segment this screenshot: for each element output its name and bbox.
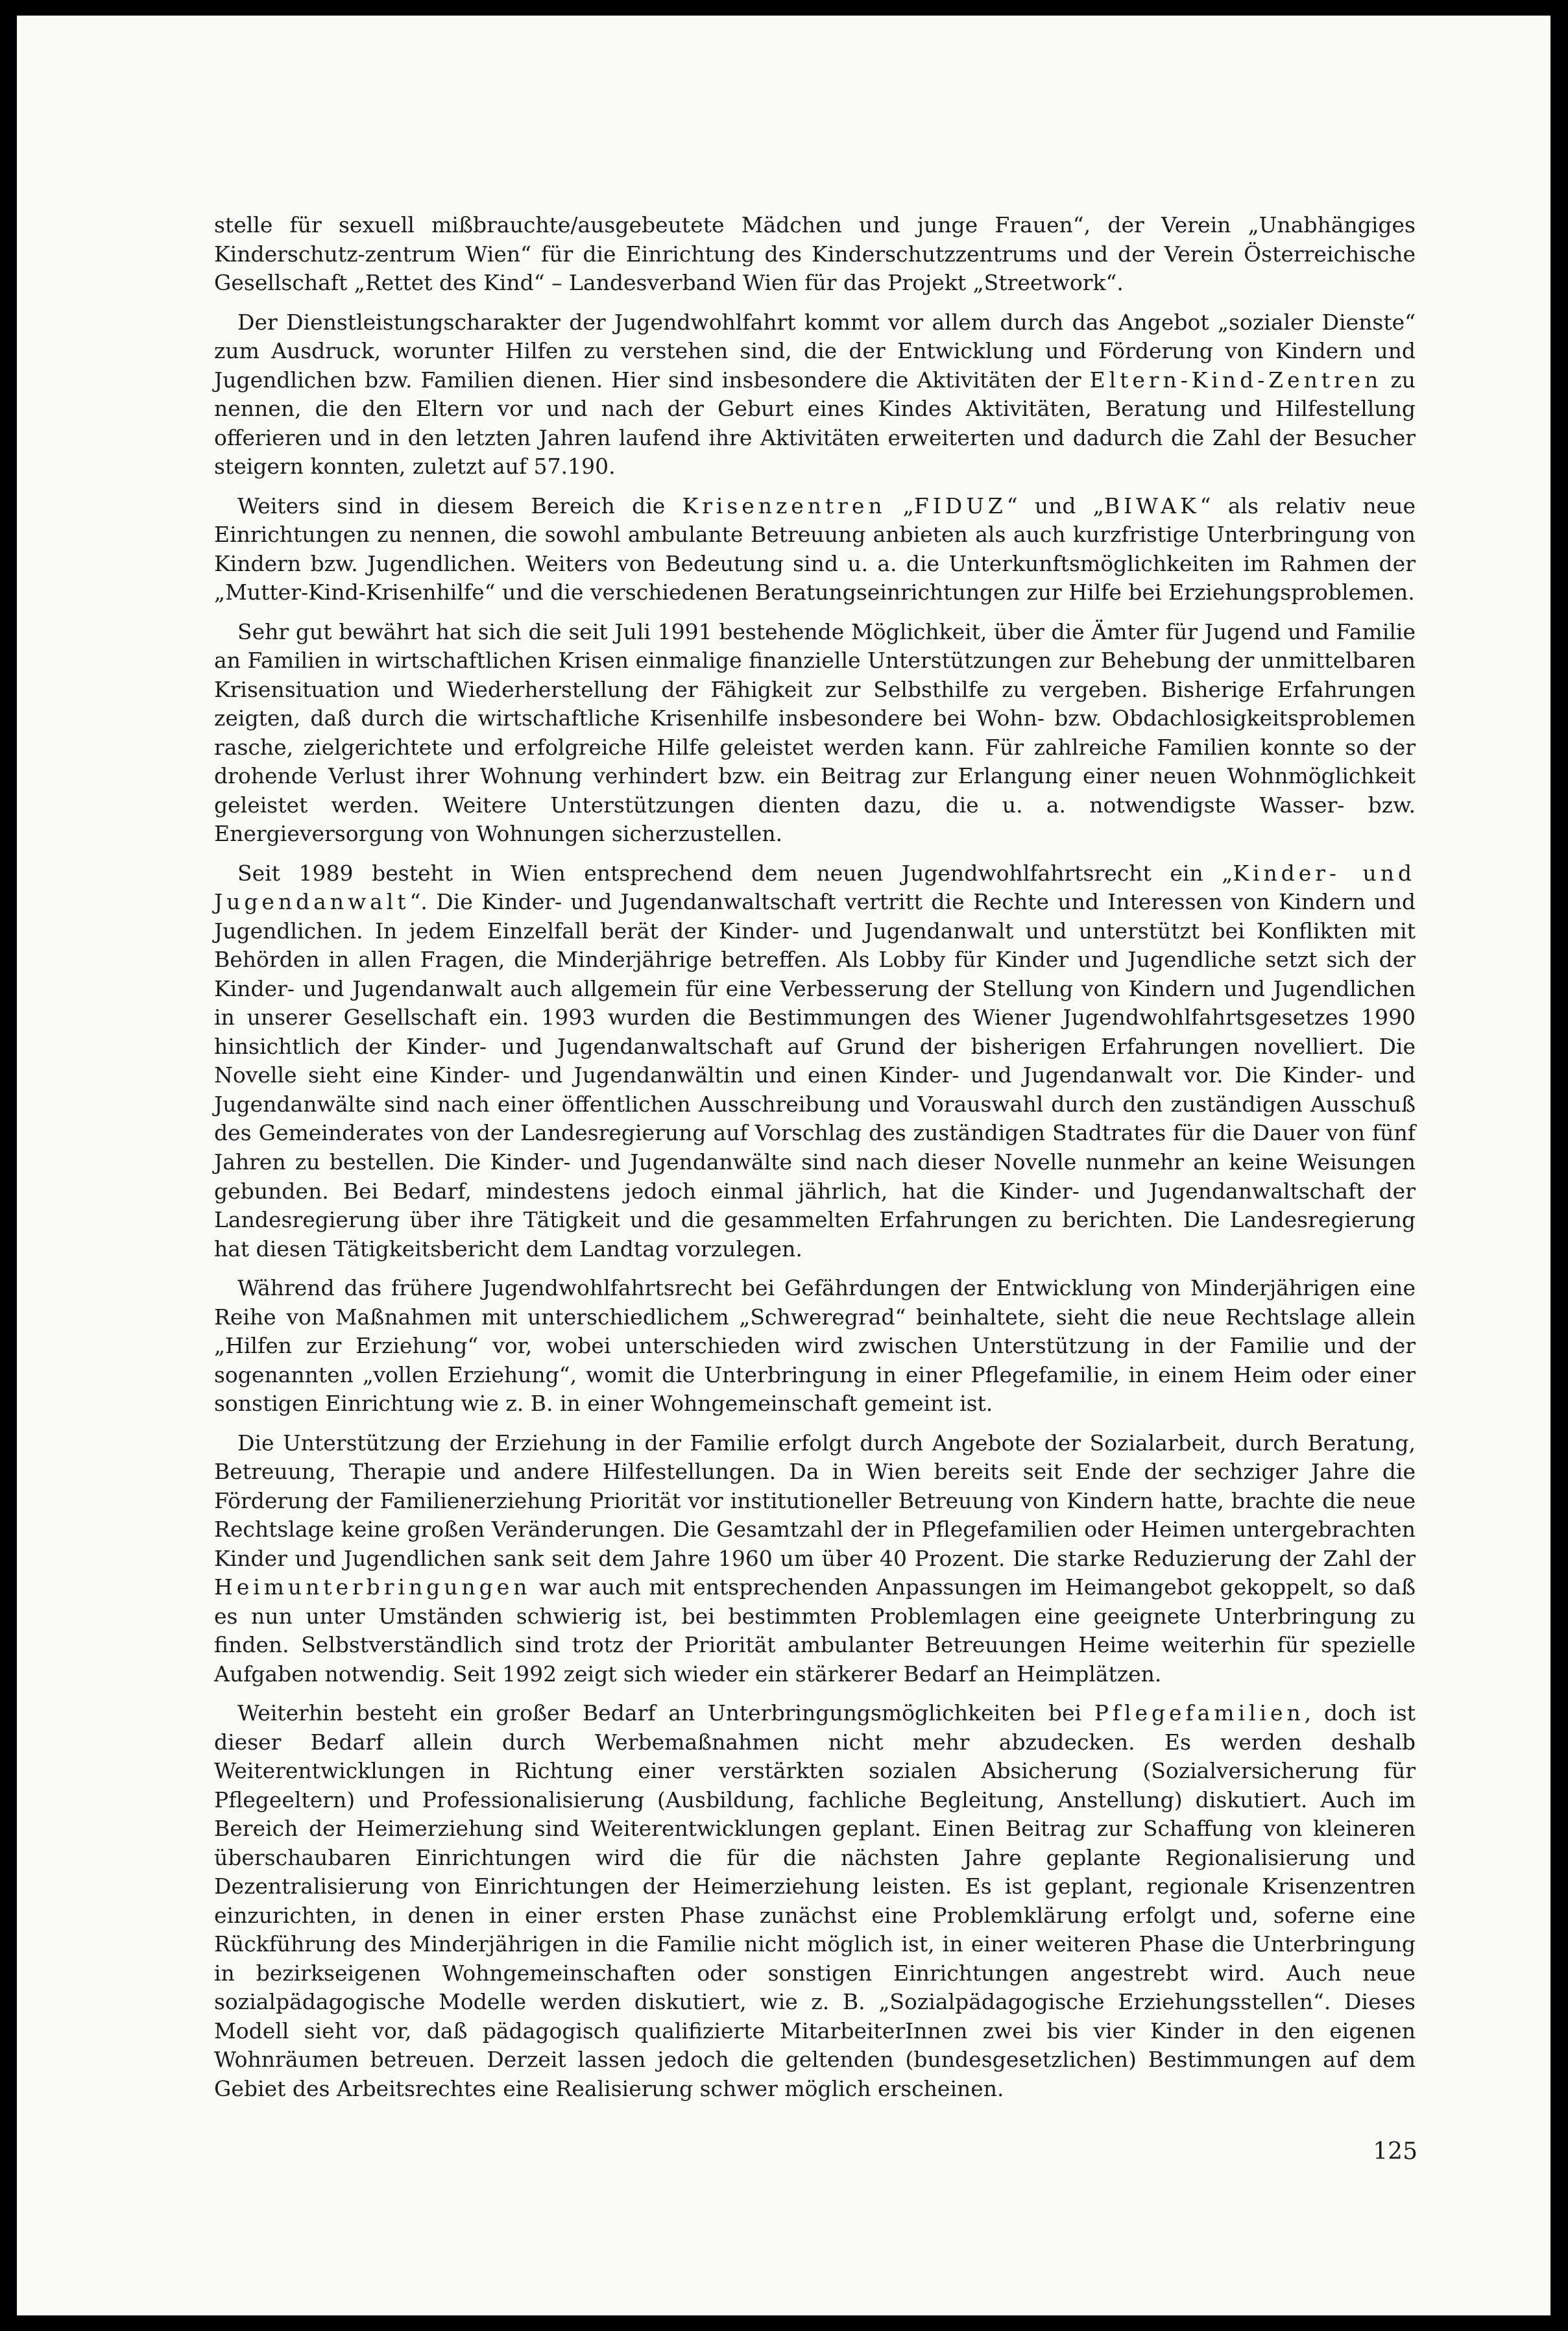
text-segment: “ als relativ neue Einrichtungen zu nennen, die sowohl ambulante Betreuung anbieten als auch kurzfristige Unterbringung von Kindern bzw. Jugendlichen. Weiters von Bedeutung sind u. a. die Unterkunftsmöglichkeiten im Rahmen der „Mutter-Kind-Krisenhilfe“ und die verschiedenen Beratungseinrichtungen zur Hilfe bei Erziehungsproblemen. bbox=[214, 493, 1416, 605]
paragraph bbox=[214, 1429, 1416, 1689]
spaced-term: FIDUZ bbox=[913, 493, 1007, 519]
spaced-term: Kinder- und Jugendanwalt bbox=[214, 860, 1416, 915]
paragraph bbox=[214, 211, 1416, 298]
spaced-term: Eltern-Kind-Zentren bbox=[1089, 367, 1382, 393]
page-number: 125 bbox=[1373, 2138, 1417, 2165]
text-segment: Während das frühere Jugendwohlfahrtsrecht bei Gefährdungen der Entwicklung von Minderjährigen eine Reihe von Maßnahmen mit unterschiedlichem „Schweregrad“ beinhaltete, sieht die neue Rechtslage allein „Hilfen zur Erziehung“ vor, wobei unterschieden wird zwischen Unterstützung in der Familie und der sogenannten „vollen Erziehung“, womit die Unterbringung in einer Pflegefamilie, in einem Heim oder einer sonstigen Einrichtung wie z. B. in einer Wohngemeinschaft gemeint ist. bbox=[214, 1275, 1416, 1417]
spaced-term: Heimunterbringungen bbox=[214, 1574, 531, 1600]
text-segment: Der Dienstleistungscharakter der Jugendwohlfahrt kommt vor allem durch das Angebot „sozialer Dienste“ zum Ausdruck, worunter Hilfen zu verstehen sind, die der Entwicklung und Förderung von Kindern und Jugendlichen bzw. Familien dienen. Hier sind insbesondere die Aktivitäten der bbox=[214, 309, 1416, 393]
text-segment: „ bbox=[886, 493, 914, 519]
paragraph bbox=[214, 308, 1416, 482]
spaced-term: BIWAK bbox=[1104, 493, 1200, 519]
text-segment: Die Unterstützung der Erziehung in der Familie erfolgt durch Angebote der Sozialarbeit, durch Beratung, Betreuung, Therapie und andere Hilfestellungen. Da in Wien bereits seit Ende der sechziger Jahre die Förderung der Familienerziehung Priorität vor institutioneller Betreuung von Kindern hatte, brachte die neue Rechtslage keine großen Veränderungen. Die Gesamtzahl der in Pflegefamilien oder Heimen untergebrachten Kinder und Jugendlichen sank seit dem Jahre 1960 um über 40 Prozent. Die starke Reduzierung der Zahl der bbox=[214, 1430, 1416, 1571]
body-text bbox=[214, 211, 1416, 2114]
document-page bbox=[17, 16, 1550, 2315]
paragraph bbox=[214, 1699, 1416, 2103]
paragraph bbox=[214, 492, 1416, 607]
text-segment: Seit 1989 besteht in Wien entsprechend dem neuen Jugendwohlfahrtsrecht ein „ bbox=[237, 860, 1233, 886]
spaced-term: Pflegefamilien bbox=[1094, 1700, 1305, 1726]
spaced-term: Krisenzentren bbox=[682, 493, 886, 519]
text-segment: Weiterhin besteht ein großer Bedarf an Unterbringungsmöglichkeiten bei bbox=[237, 1700, 1094, 1726]
paragraph bbox=[214, 859, 1416, 1263]
paragraph bbox=[214, 1274, 1416, 1419]
text-segment: , doch ist dieser Bedarf allein durch Werbemaßnahmen nicht mehr abzudecken. Es werden deshalb Weiterentwicklungen in Richtung einer verstärkten sozialen Absicherung (Sozialversicherung für Pflegeeltern) und Professionalisierung (Ausbildung, fachliche Begleitung, Anstellung) diskutiert. Auch im Bereich der Heimerziehung sind Weiterentwicklungen geplant. Einen Beitrag zur Schaffung von kleineren überschaubaren Einrichtungen wird die für die nächsten Jahre geplante Regionalisierung und Dezentralisierung von Einrichtungen der Heimerziehung leisten. Es ist geplant, regionale Krisenzentren einzurichten, in denen in einer ersten Phase zunächst eine Problemklärung erfolgt und, soferne eine Rückführung des Minderjährigen in die Familie nicht möglich ist, in einer weiteren Phase die Unterbringung in bezirkseigenen Wohngemeinschaften oder sonstigen Einrichtungen angestrebt wird. Auch neue sozialpädagogische Modelle werden diskutiert, wie z. B. „Sozialpädagogische Erziehungsstellen“. Dieses Modell sieht vor, daß pädagogisch qualifizierte MitarbeiterInnen zwei bis vier Kinder in den eigenen Wohnräumen betreuen. Derzeit lassen jedoch die geltenden (bundesgesetzlichen) Bestimmungen auf dem Gebiet des Arbeitsrechtes eine Realisierung schwer möglich erscheinen. bbox=[214, 1700, 1416, 2101]
text-segment: war auch mit entsprechenden Anpassungen im Heimangebot gekoppelt, so daß es nun unter Umständen schwierig ist, bei bestimmten Problemlagen eine geeignete Unterbringung zu finden. Selbstverständlich sind trotz der Priorität ambulanter Betreuungen Heime weiterhin für spezielle Aufgaben notwendig. Seit 1992 zeigt sich wieder ein stärkerer Bedarf an Heimplätzen. bbox=[214, 1574, 1416, 1687]
text-segment: “ und „ bbox=[1006, 493, 1104, 519]
text-segment: Sehr gut bewährt hat sich die seit Juli 1991 bestehende Möglichkeit, über die Ämter für Jugend und Familie an Familien in wirtschaftlichen Krisen einmalige finanzielle Unterstützungen zur Behebung der unmittelbaren Krisensituation und Wiederherstellung der Fähigkeit zur Selbsthilfe zu vergeben. Bisherige Erfahrungen zeigten, daß durch die wirtschaftliche Krisenhilfe insbesondere bei Wohn- bzw. Obdachlosigkeitsproblemen rasche, zielgerichtete und erfolgreiche Hilfe geleistet werden kann. Für zahlreiche Familien konnte so der drohende Verlust ihrer Wohnung verhindert bzw. ein Beitrag zur Erlangung einer neuen Wohnmöglichkeit geleistet werden. Weitere Unterstützungen dienten dazu, die u. a. notwendigste Wasser- bzw. Energieversorgung von Wohnungen sicherzustellen. bbox=[214, 618, 1416, 847]
text-segment: stelle für sexuell mißbrauchte/ausgebeutete Mädchen und junge Frauen“, der Verein „Unabhängiges Kinderschutz-zentrum Wien“ für die Einrichtung des Kinderschutzzentrums und der Verein Österreichische Gesellschaft „Rettet des Kind“ – Landesverband Wien für das Projekt „Streetwork“. bbox=[214, 212, 1416, 296]
paragraph bbox=[214, 618, 1416, 849]
text-segment: Weiters sind in diesem Bereich die bbox=[237, 493, 682, 519]
text-segment: “. Die Kinder- und Jugendanwaltschaft vertritt die Rechte und Interessen von Kindern und Jugendlichen. In jedem Einzelfall berät der Kinder- und Jugendanwalt und unterstützt bei Konflikten mit Behörden in allen Fragen, die Minderjährige betreffen. Als Lobby für Kinder und Jugendliche setzt sich der Kinder- und Jugendanwalt auch allgemein für eine Verbesserung der Stellung von Kindern und Jugendlichen in unserer Gesellschaft ein. 1993 wurden die Bestimmungen des Wiener Jugendwohlfahrtsgesetzes 1990 hinsichtlich der Kinder- und Jugendanwaltschaft auf Grund der bisherigen Erfahrungen novelliert. Die Novelle sieht eine Kinder- und Jugendanwältin und einen Kinder- und Jugendanwalt vor. Die Kinder- und Jugendanwälte sind nach einer öffentlichen Ausschreibung und Vorauswahl durch den zuständigen Ausschuß des Gemeinderates von der Landesregierung auf Vorschlag des zuständigen Stadtrates für die Dauer von fünf Jahren zu bestellen. Die Kinder- und Jugendanwälte sind nach dieser Novelle nunmehr an keine Weisungen gebunden. Bei Bedarf, mindestens jedoch einmal jährlich, hat die Kinder- und Jugendanwaltschaft der Landesregierung über ihre Tätigkeit und die gesammelten Erfahrungen zu berichten. Die Landesregierung hat diesen Tätigkeitsbericht dem Landtag vorzulegen. bbox=[214, 889, 1416, 1262]
text-segment: zu nennen, die den Eltern vor und nach der Geburt eines Kindes Aktivitäten, Beratung und Hilfestellung offerieren und in den letzten Jahren laufend ihre Aktivitäten erweiterten und dadurch die Zahl der Besucher steigern konnten, zuletzt auf 57.190. bbox=[214, 367, 1416, 480]
